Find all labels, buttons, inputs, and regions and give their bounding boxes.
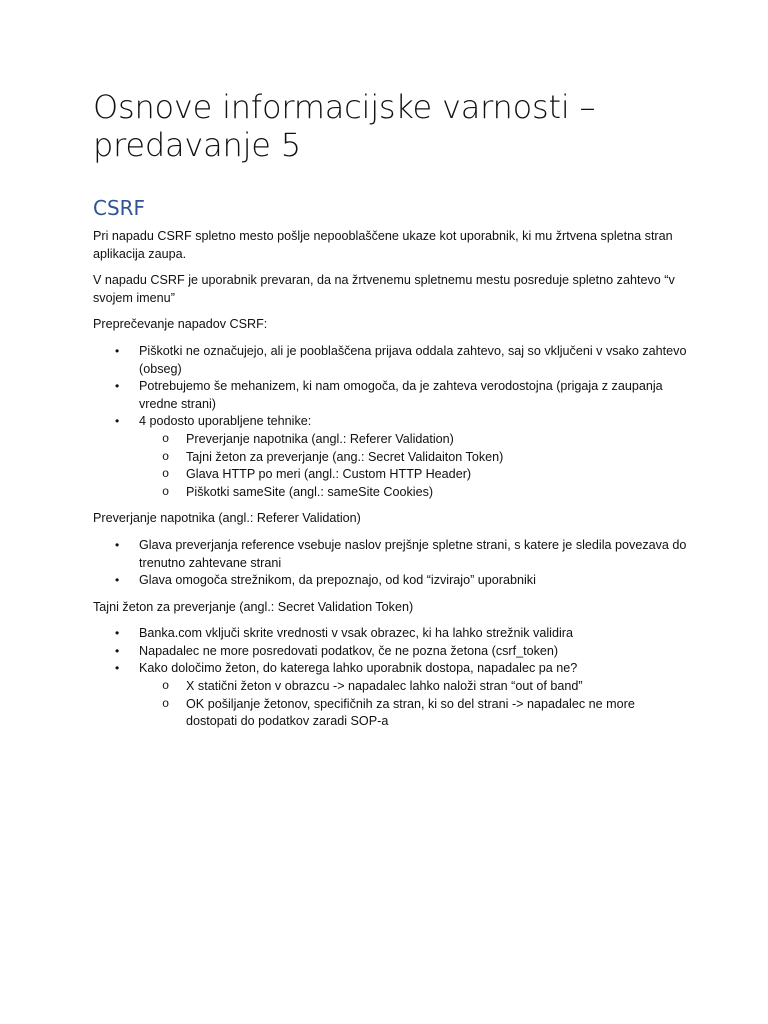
circle-bullet-icon: o <box>162 484 170 499</box>
sublist-item <box>139 696 688 731</box>
sublist-item <box>139 466 688 484</box>
list-item-text: Napadalec ne more posredovati podatkov, če ne pozna žetona (csrf_token) <box>139 643 559 658</box>
bullet-icon: • <box>115 626 120 641</box>
circle-bullet-icon: o <box>162 679 170 694</box>
sublist-item <box>139 678 688 696</box>
sublist-item-text: OK pošiljanje žetonov, specifičnih za stran, ki so del strani -> napadalec ne more dostopati do podatkov zaradi SOP-a <box>186 696 635 729</box>
list-item <box>93 643 688 661</box>
paragraph-secret-token: Tajni žeton za preverjanje (angl.: Secret Validation Token) <box>93 599 414 614</box>
sublist-item-text: Preverjanje napotnika (angl.: Referer Validation) <box>186 431 454 446</box>
list-item-text: Potrebujemo še mehanizem, ki nam omogoča, da je zahteva verodostojna (prigaja z zaupanja vredne strani) <box>139 379 663 411</box>
techniques-sublist <box>139 431 688 501</box>
bullet-icon: • <box>115 573 120 588</box>
referer-list <box>93 537 688 590</box>
token-list <box>93 625 688 731</box>
paragraph-prevention: Preprečevanje napadov CSRF: <box>93 317 268 332</box>
list-item-text: Banka.com vključi skrite vrednosti v vsak obrazec, ki ha lahko strežnik validira <box>139 626 573 641</box>
list-item <box>93 625 688 643</box>
sublist-item <box>139 449 688 467</box>
list-item-text: Piškotki ne označujejo, ali je pooblaščena prijava oddala zahtevo, saj so vključeni v vsako zahtevo (obseg) <box>139 343 687 376</box>
section-heading-csrf: CSRF <box>93 196 146 220</box>
token-sublist <box>139 678 688 731</box>
bullet-icon: • <box>115 414 120 429</box>
list-item <box>93 343 688 378</box>
sublist-item-text: Glava HTTP po meri (angl.: Custom HTTP Header) <box>186 467 472 482</box>
circle-bullet-icon: o <box>162 431 170 446</box>
paragraph-attack: V napadu CSRF je uporabnik prevaran, da na žrtvenemu spletnemu mestu posreduje spletno zahtevo “v svojem imenu” <box>93 273 675 305</box>
sublist-item-text: Piškotki sameSite (angl.: sameSite Cookies) <box>186 484 434 499</box>
bullet-icon: • <box>115 661 120 676</box>
list-item <box>93 537 688 572</box>
sublist-item-text: X statični žeton v obrazcu -> napadalec lahko naloži stran “out of band” <box>186 679 583 694</box>
paragraph-intro: Pri napadu CSRF spletno mesto pošlje nepooblaščene ukaze kot uporabnik, ki mu žrtvena spletna stran aplikacija zaupa. <box>93 229 673 261</box>
circle-bullet-icon: o <box>162 449 170 464</box>
bullet-icon: • <box>115 343 120 358</box>
sublist-item-text: Tajni žeton za preverjanje (ang.: Secret Validaiton Token) <box>186 449 504 464</box>
list-item <box>93 378 688 413</box>
bullet-icon: • <box>115 643 120 658</box>
circle-bullet-icon: o <box>162 696 170 711</box>
document-title <box>93 88 688 164</box>
prevention-list <box>93 343 688 501</box>
list-item <box>93 572 688 590</box>
list-item <box>93 660 688 730</box>
list-item-text: Kako določimo žeton, do katerega lahko uporabnik dostopa, napadalec pa ne? <box>139 661 578 676</box>
circle-bullet-icon: o <box>162 467 170 482</box>
sublist-item <box>139 431 688 449</box>
list-item-text: Glava preverjanja reference vsebuje naslov prejšnje spletne strani, s katere je sledila povezava do trenutno zahtevane strani <box>139 537 687 570</box>
bullet-icon: • <box>115 537 120 552</box>
bullet-icon: • <box>115 379 120 394</box>
list-item <box>93 413 688 501</box>
paragraph-referer-validation: Preverjanje napotnika (angl.: Referer Validation) <box>93 511 361 526</box>
list-item-text: 4 podosto uporabljene tehnike: <box>139 414 312 429</box>
title-line-1: Osnove informacijske varnosti – <box>93 88 596 126</box>
sublist-item <box>139 484 688 502</box>
title-line-2: predavanje 5 <box>93 126 301 164</box>
list-item-text: Glava omogoča strežnikom, da prepoznajo, od kod “izvirajo” uporabniki <box>139 573 536 588</box>
